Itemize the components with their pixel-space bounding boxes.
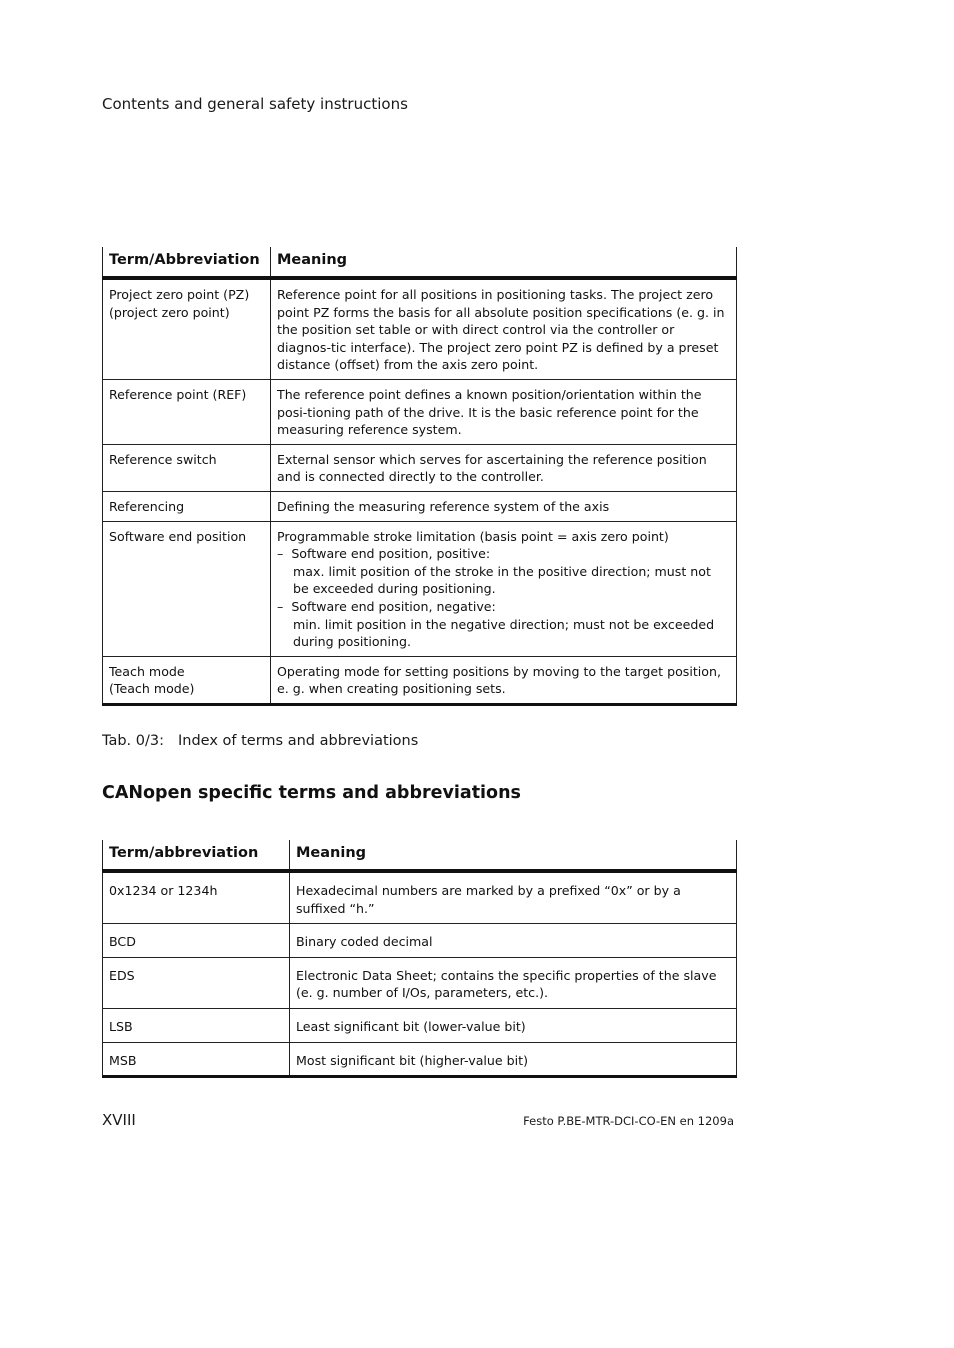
caption-number: Tab. 0/3: [102,733,164,749]
table-row [103,656,737,704]
term-line: Reference switch [109,451,217,467]
term-cell [103,491,271,521]
meaning-cell: Least significant bit (lower-value bit) [290,1008,737,1042]
column-header-term: Term/Abbreviation [103,247,271,278]
dash-bullet: – [277,598,292,614]
page-number: XVIII [102,1111,136,1129]
meaning-cell: The reference point defines a known position/orientation within the posi-tioning path of the drive. It is the basic reference point for the measuring reference system. [271,379,737,444]
table-row [103,871,737,924]
bullet-item [277,598,730,616]
table-row [103,1042,737,1077]
term-cell: EDS [103,957,290,1008]
term-cell [103,444,271,491]
term-line: Reference point (REF) [109,386,247,402]
term-line: (Teach mode) [109,681,195,697]
column-header-term: Term/abbreviation [103,840,290,871]
dash-bullet: – [277,546,292,562]
table-row [103,444,737,491]
terms-table [102,247,737,706]
meaning-cell: Defining the measuring reference system of the axis [271,491,737,521]
table-row [103,924,737,958]
column-header-meaning: Meaning [290,840,737,871]
meaning-cell: Most significant bit (higher-value bit) [290,1042,737,1077]
meaning-cell: Reference point for all positions in positioning tasks. The project zero point PZ forms the basis for all absolute position specifications (e. g. in the position set table or with direct control via the controller or diagnos-tic interface). The project zero point PZ is defined by a preset distance (offset) from the axis zero point. [271,278,737,379]
table-row [103,521,737,656]
meaning-cell: Operating mode for setting positions by moving to the target position, e. g. when creating positioning sets. [271,656,737,704]
meaning-cell: Electronic Data Sheet; contains the specific properties of the slave (e. g. number of I/Os, parameters, etc.). [290,957,737,1008]
term-cell: MSB [103,1042,290,1077]
meaning-cell [271,521,737,656]
bullet-text: min. limit position in the negative direction; must not be exceeded during positioning. [293,616,715,650]
term-line: Referencing [109,498,185,514]
canopen-terms-table [102,840,737,1078]
meaning-cell: Binary coded decimal [290,924,737,958]
table-row [103,491,737,521]
term-line: (project zero point) [109,304,230,320]
table-header-row [103,840,737,871]
table-row [103,379,737,444]
term-cell [103,379,271,444]
table-row [103,1008,737,1042]
document-reference: Festo P.BE-MTR-DCI-CO-EN en 1209a [523,1114,734,1128]
caption-text: Index of terms and abbreviations [178,733,419,749]
bullet-label: Software end position, negative: [291,598,496,614]
bullet-label: Software end position, positive: [291,546,491,562]
bullet-item [277,545,730,563]
table-row [103,957,737,1008]
term-line: Teach mode [109,663,185,679]
term-cell [103,656,271,704]
meaning-cell: External sensor which serves for ascertaining the reference position and is connected directly to the controller. [271,444,737,491]
term-cell: BCD [103,924,290,958]
table-header-row [103,247,737,278]
table-caption [102,732,418,750]
term-cell: 0x1234 or 1234h [103,871,290,924]
bullet-text: max. limit position of the stroke in the positive direction; must not be exceeded during positioning. [293,563,711,597]
term-cell [103,278,271,379]
table-row [103,278,737,379]
meaning-cell: Hexadecimal numbers are marked by a prefixed “0x” or by a suffixed “h.” [290,871,737,924]
column-header-meaning: Meaning [271,247,737,278]
section-heading: CANopen specific terms and abbreviations [102,783,521,803]
term-cell: LSB [103,1008,290,1042]
term-line: Project zero point (PZ) [109,287,250,302]
running-header: Contents and general safety instructions [102,95,408,113]
meaning-intro: Programmable stroke limitation (basis point = axis zero point) [277,528,669,544]
term-cell [103,521,271,656]
term-line: Software end position [109,528,247,544]
